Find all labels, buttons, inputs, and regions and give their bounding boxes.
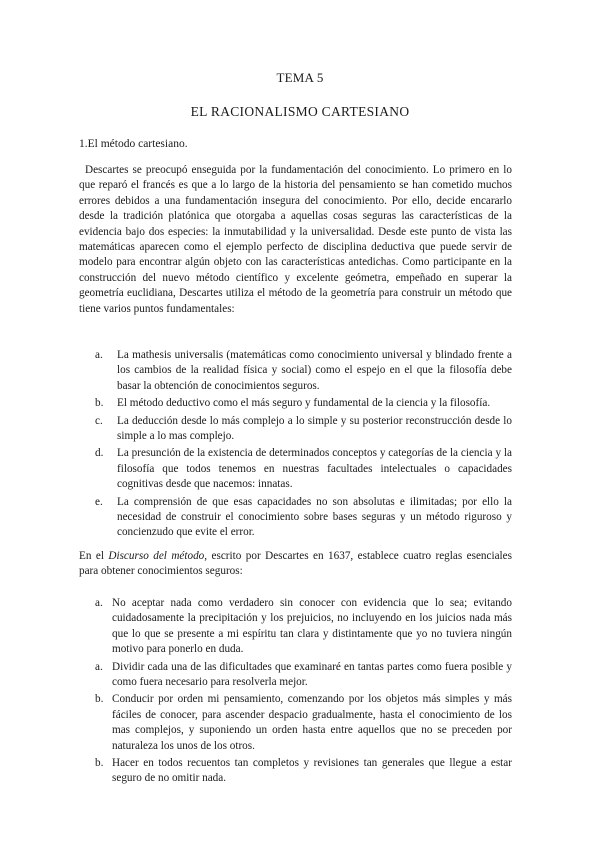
list-item (79, 414, 512, 445)
list-marker: b. (95, 757, 104, 770)
list-marker: b. (95, 693, 104, 706)
list-item (79, 396, 512, 411)
list-item (79, 660, 512, 691)
discurso-paragraph (79, 549, 512, 580)
tema-heading: TEMA 5 (276, 70, 324, 85)
page-title: EL RACIONALISMO CARTESIANO (190, 104, 410, 119)
list-marker: a. (95, 597, 103, 609)
list-item-text: Conducir por orden mi pensamiento, comenzando por los objetos más simples y más fáciles de conocer, para ascender despacio gradualmente, hasta el conocimiento de los mas complejos, y suponiendo un orden hasta entre aquellos que no se preceden por naturaleza los unos de los otros. (112, 693, 512, 752)
paragraph-text-start: En el (79, 550, 109, 562)
list-marker: a. (95, 349, 103, 361)
list-item-text: El método deductivo como el más seguro y fundamental de la ciencia y la filosofía. (117, 397, 491, 410)
list-item-text: La comprensión de que esas capacidades no son absolutas e ilimitadas; por ello la necesidad de construir el conocimiento sobre bases seguras y un método riguroso y concienzudo que evite el error. (117, 495, 512, 539)
list-item (79, 446, 512, 492)
list-marker: a. (95, 660, 103, 673)
list-item-text: No aceptar nada como verdadero sin conocer con evidencia que lo sea; evitando cuidadosamente la precipitación y los prejuicios, no incluyendo en los juicios nada más que lo que se presente a mi espíritu tan clara y distintamente que yo no tuviera ningún motivo para ponerlo en duda. (112, 597, 512, 656)
list-marker: e. (95, 495, 103, 508)
list-item-text: La mathesis universalis (matemáticas como conocimiento universal y blindado frente a los cambios de la realidad física y social) como el espejo en el que la filosofía debe basar la obtención de conocimientos seguros. (117, 349, 512, 392)
list-marker: d. (95, 447, 104, 460)
intro-paragraph: Descartes se preocupó enseguida por la fundamentación del conocimiento. Lo primero en lo que reparó el francés es que a lo largo de la historia del pensamiento se han cometido muchos errores debidos a una fundamentación insegura del conocimiento. Por ello, decide encararlo desde la tradición platónica que otorgaba a aquellas cosas seguras las características de la evidencia bajo dos especies: la inmutabilidad y la universalidad. Desde este punto de vista las matemáticas aparecen como el ejemplo perfecto de disciplina deductiva que puede servir de modelo para encontrar algún objeto con las características antedichas. Como participante en la construcción del nuevo método científico y excelente geómetra, empeñado en superar la geometría euclidiana, Descartes utiliza el método de la geometría para construir un método que tiene varios puntos fundamentales: (79, 164, 512, 315)
paragraph-text-end: escrito por Descartes en 1637, establece cuatro reglas esenciales para obtener conocimientos seguros: (79, 550, 512, 578)
book-title: Discurso del método, (108, 550, 208, 562)
list-item-text: Hacer en todos recuentos tan completos y revisiones tan generales que llegue a estar seguro de no omitir nada. (112, 757, 512, 785)
list-item (79, 692, 512, 754)
method-points-list (79, 348, 512, 543)
list-marker: b. (95, 397, 104, 410)
list-item-text: La deducción desde lo más complejo a lo simple y su posterior reconstrucción desde lo simple a lo mas complejo. (117, 414, 512, 443)
rules-list (79, 596, 512, 789)
list-item (79, 756, 512, 787)
list-item (79, 495, 512, 541)
list-item-text: La presunción de la existencia de determinados conceptos y categorías de la ciencia y la filosofía que todos tenemos en nuestras facultades intelectuales o capacidades cognitivas desde que nacemos: innatas. (117, 447, 512, 491)
list-item-text: Dividir cada una de las dificultades que examinaré en tantas partes como fuera posible y como fuera necesario para resolverla mejor. (112, 660, 512, 689)
list-item (79, 596, 512, 658)
list-marker: c. (95, 414, 103, 427)
list-item (79, 348, 512, 394)
section-heading: 1.El método cartesiano. (79, 138, 188, 150)
